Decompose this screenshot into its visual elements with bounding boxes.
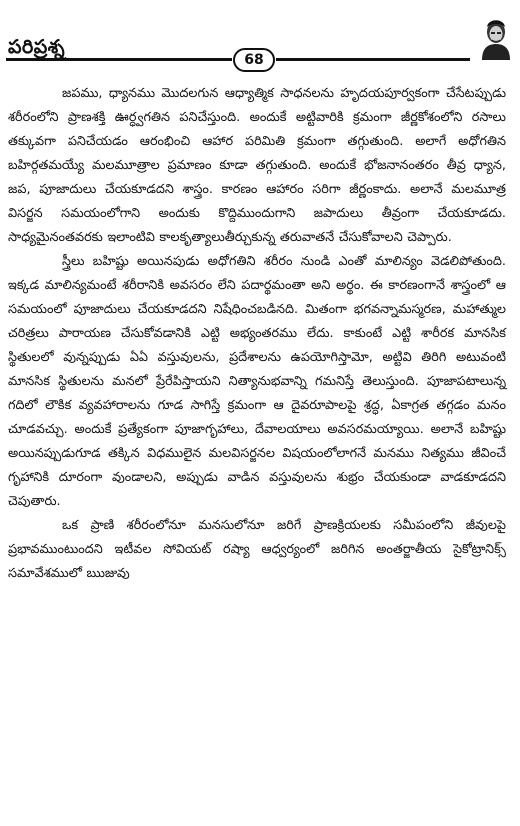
- page-header: [0, 0, 520, 72]
- paragraph: ఒక ప్రాణి శరీరంలోనూ మనసులోనూ జరిగే ప్రాణక్రియలకు సమీపంలోని జీవులపై ప్రభావముంటుందని ఇటీవల సోవియట్ రష్యా ఆధ్వర్యంలో జరిగిన అంతర్జాతీయ సైకోట్రానిక్స్ సమావేశములో ఋజువు: [8, 518, 506, 581]
- header-rule-left: [6, 58, 232, 61]
- paragraph: జపము, ధ్యానము మొదలగున ఆధ్యాత్మిక సాధనలను హృదయపూర్వకంగా చేసేటప్పుడు శరీరంలోని ప్రాణశక్తి ఊర్ధ్వగతిన పనిచేస్తుంది. అందుకే అట్టివారికి క్రమంగా జీర్ణకోశంలోని రసాలు తక్కువగా పనిచేయడం ఆరంభించి ఆహార పరిమితి క్రమంగా తగ్గుతుంది. అలాగే అధోగతిన బహిర్గతమయ్యే మలమూత్రాల ప్రమాణం కూడా తగ్గుతుంది. అందుకే భోజనానంతరం తీవ్ర ధ్యాన, జప, పూజాదులు చేయకూడదని శాస్త్రం. కారణం ఆహారం సరిగా జీర్ణంకాదు. అలానే మలమూత్ర విసర్జన సమయంలోగాని అందుకు కొద్దిముందుగాని జపాదులు తీవ్రంగా చేయకూడదు. సాధ్యమైనంతవరకు ఇలాంటివి కాలకృత్యాలుతీర్చుకున్న తరువాతనే చేసుకోవాలని చెప్పారు.: [8, 86, 506, 245]
- author-portrait-icon: [476, 14, 516, 62]
- page-number-badge: [233, 48, 275, 72]
- header-rule-right: [276, 58, 470, 61]
- page-body: [8, 82, 506, 586]
- running-title: పరిప్రశ్న: [8, 36, 66, 58]
- page-number: 68: [244, 52, 264, 68]
- paragraph: స్త్రీలు బహిష్టు అయినపుడు అధోగతిని శరీరం నుండి ఎంతో మాలిన్యం వెడలిపోతుంది. ఇక్కడ మాలిన్యమంటే శరీరానికి అవసరం లేని పదార్థమంతా అని అర్థం. ఈ కారణంగానే శాస్త్రంలో ఆ సమయంలో పూజాదులు చేయకూడదని నిషేధించబడినది. మితంగా భగవన్నామస్మరణ, మహాత్ముల చరిత్రలు పారాయణ చేసుకోవడానికి ఎట్టి అభ్యంతరము లేదు. కాకుంటే ఎట్టి శారీరక మానసిక స్థితులలో వున్నప్పుడు ఏఏ వస్తువులను, ప్రదేశాలను ఉపయోగిస్తామో, అట్టివి తిరిగి అటువంటి మానసిక స్థితులను మనలో ప్రేరేపిస్తాయని నిత్యానుభవాన్ని గమనిస్తే తెలుస్తుంది. పూజాపటాలున్న గదిలో లౌకిక వ్యవహారాలను గూడ సాగిస్తే క్రమంగా ఆ దైవరూపాలపై శ్రద్ధ, ఏకాగ్రత తగ్గడం మనం చూడవచ్చు. అందుకే ప్రత్యేకంగా పూజాగృహాలు, దేవాలయాలు అవసరమయ్యాయి. అలానే బహిష్టు అయినప్పుడుగూడ తక్కిన విధములైన మలవిసర్జనల విషయంలోలాగనే మనము నిత్యము జీవించే గృహానికి దూరంగా వుండాలని, అప్పుడు వాడిన వస్తువులను శుభ్రం చేయకుండా వాడకూడదని చెపుతారు.: [8, 254, 506, 509]
